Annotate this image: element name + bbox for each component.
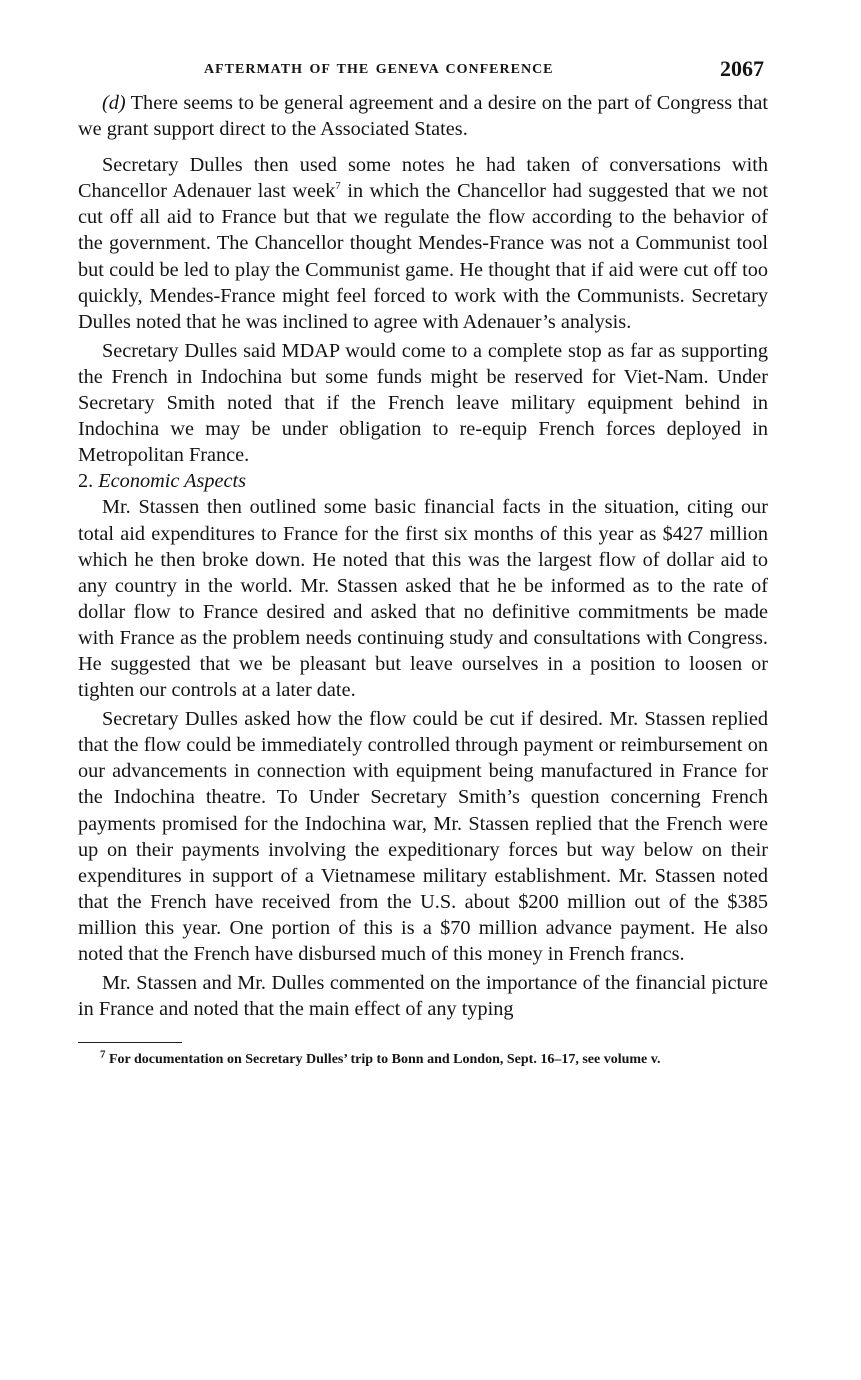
paragraph-d [78, 90, 768, 142]
body-text [78, 90, 768, 1022]
footnote-marker: 7 [100, 1048, 106, 1061]
paragraph-adenauer-start: Secretary Dulles then used some notes he had taken of conversations with Chancellor Adenauer last week [78, 154, 768, 203]
section-number: 2. [78, 470, 94, 493]
paragraph-d-label: (d) [102, 92, 126, 114]
paragraph-mdap: Secretary Dulles said MDAP would come to a complete stop as far as supporting the French in Indochina but some funds might be reserved for Viet-Nam. Under Secretary Smith noted that if the French leave military equipment behind in Indochina we may be under obligation to re-equip French forces deployed in Metropolitan France. [78, 339, 768, 467]
paragraph-flow-control: Secretary Dulles asked how the flow could be cut if desired. Mr. Stassen replied that the flow could be immediately controlled through payment or reimbursement on our advancements in connection with equipment being manufactured in France for the Indochina theatre. To Under Secretary Smith’s question concerning French payments promised for the Indochina war, Mr. Stassen replied that the French were up on their payments involving the expeditionary forces but way below on their expenditures in support of a Vietnamese military establishment. Mr. Stassen noted that the French have received from the U.S. about $200 million out of the $385 million this year. One portion of this is a $70 million advance payment. He also noted that the French have disbursed much of this money in French francs. [78, 708, 768, 965]
paragraph-d-text: There seems to be general agreement and a desire on the part of Congress that we grant support direct to the Associated States. [78, 92, 768, 141]
page-number: 2067 [720, 56, 764, 81]
footnote-divider [78, 1042, 182, 1043]
footnote-text: For documentation on Secretary Dulles’ trip to Bonn and London, Sept. 16–17, see volume v. [105, 1052, 661, 1068]
paragraph-adenauer [78, 152, 768, 335]
running-head [78, 56, 768, 90]
paragraph-financial-picture: Mr. Stassen and Mr. Dulles commented on the importance of the financial picture in France and noted that the main effect of any typing [78, 972, 768, 1021]
section-heading [78, 468, 768, 494]
paragraph-stassen-facts: Mr. Stassen then outlined some basic financial facts in the situation, citing our total aid expenditures to France for the first six months of this year as $427 million which he then broke down. He noted that this was the largest flow of dollar aid to any country in the world. Mr. Stassen asked that he be informed as to the rate of dollar flow to France desired and asked that no definitive commitments be made with France as the problem needs continuing study and consultations with Congress. He suggested that we be pleasant but leave ourselves in a position to loosen or tighten our controls at a later date. [78, 496, 768, 702]
section-title: Economic Aspects [98, 470, 247, 493]
footnote-reference: 7 [335, 180, 341, 193]
running-head-title: AFTERMATH OF THE GENEVA CONFERENCE [204, 62, 554, 77]
footnote [78, 1048, 768, 1069]
document-page [78, 56, 768, 1069]
paragraph-adenauer-end: in which the Chancellor had suggested that we not cut off all aid to France but that we regulate the flow according to the behavior of the government. The Chancellor thought Mendes-France was not a Communist tool but could be led to play the Communist game. He thought that if aid were cut off too quickly, Mendes-France might feel forced to work with the Communists. Secretary Dulles noted that he was inclined to agree with Adenauer’s analysis. [78, 180, 768, 333]
